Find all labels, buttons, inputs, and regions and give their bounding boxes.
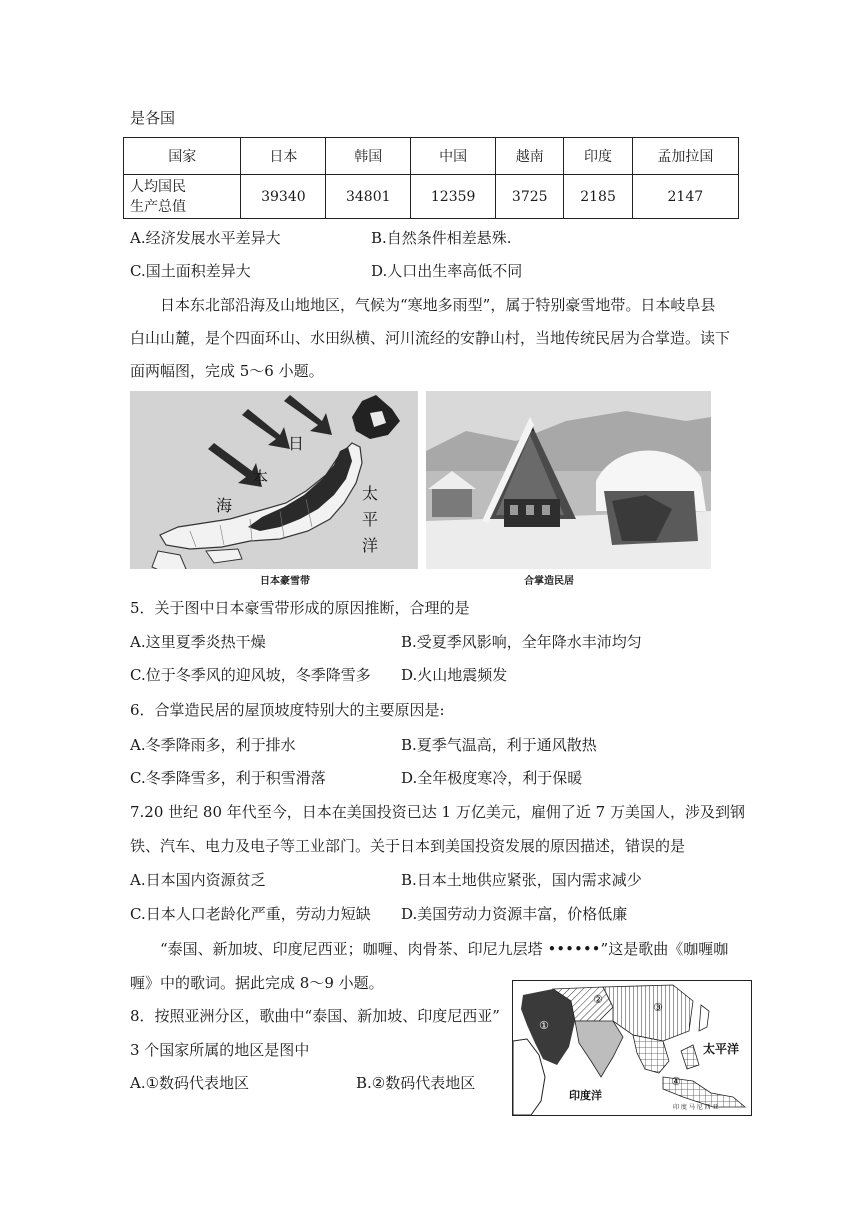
table-header-cell: 国家 — [124, 138, 241, 175]
map-caption: 日本豪雪带 — [260, 576, 310, 587]
asia-map-num1: ① — [539, 1019, 549, 1032]
asia-map-num3: ③ — [653, 1001, 663, 1014]
q6-option-a: A.冬季降雨多，利于排水 — [130, 736, 296, 754]
gassho-photo-illustration — [426, 391, 711, 587]
q7-option-d: D.美国劳动力资源丰富，价格低廉 — [401, 905, 628, 923]
q5-option-c: C.位于冬季风的迎风坡，冬季降雪多 — [130, 666, 371, 684]
asia-map-illustration — [513, 981, 751, 1115]
gnp-table — [123, 137, 739, 219]
table-header-cell: 中国 — [411, 138, 496, 175]
q5-option-d: D.火山地震频发 — [401, 666, 508, 684]
q8-option-b: B.②数码代表地区 — [356, 1074, 476, 1092]
photo-caption: 合掌造民居 — [524, 576, 574, 587]
table-header-cell: 印度 — [564, 138, 632, 175]
row-label-line1: 人均国民 — [130, 178, 186, 195]
q4-option-c: C.国土面积差异大 — [130, 262, 251, 280]
asia-map-indian-label: 印度洋 — [569, 1089, 602, 1102]
passage2-line2: 喱》中的歌词。据此完成 8～9 小题。 — [130, 974, 384, 992]
q6-option-c: C.冬季降雪多，利于积雪滑落 — [130, 769, 326, 787]
q4-option-b: B.自然条件相差悬殊. — [371, 229, 512, 247]
q6-option-b: B.夏季气温高，利于通风散热 — [401, 736, 597, 754]
q6-option-d: D.全年极度寒冷，利于保暖 — [401, 769, 583, 787]
table-cell: 34801 — [326, 175, 411, 219]
q4-option-d: D.人口出生率高低不同 — [371, 262, 523, 280]
gassho-house-photo — [426, 391, 711, 587]
map-label-tai: 太 — [362, 484, 379, 503]
table-header-cell: 韩国 — [326, 138, 411, 175]
q8-line2: 3 个国家所属的地区是图中 — [130, 1041, 310, 1059]
map-label-ping: 平 — [362, 510, 379, 529]
passage1-line3: 面两幅图，完成 5～6 小题。 — [130, 362, 324, 380]
japan-snow-map — [130, 391, 418, 587]
q7-option-c: C.日本人口老龄化严重，劳动力短缺 — [130, 905, 371, 923]
q7-line2: 铁、汽车、电力及电子等工业部门。关于日本到美国投资发展的原因描述，错误的是 — [130, 837, 686, 855]
q5-option-b: B.受夏季风影响，全年降水丰沛均匀 — [401, 633, 642, 651]
table-header-cell: 孟加拉国 — [632, 138, 738, 175]
table-cell: 3725 — [496, 175, 564, 219]
q4-option-a: A.经济发展水平差异大 — [130, 229, 281, 247]
q5-stem: 5．关于图中日本豪雪带形成的原因推断，合理的是 — [130, 599, 470, 617]
asia-map-num2: ② — [593, 993, 603, 1006]
asia-map-pacific-label: 太平洋 — [703, 1042, 740, 1056]
asia-map-small-label: 印 度 马 尼 西 亚 — [673, 1104, 719, 1111]
japan-map-illustration — [130, 391, 418, 587]
q8-option-a: A.①数码代表地区 — [130, 1074, 250, 1092]
q5-option-a: A.这里夏季炎热干燥 — [130, 633, 266, 651]
table-cell: 2147 — [632, 175, 738, 219]
table-cell: 12359 — [411, 175, 496, 219]
table-cell: 39340 — [241, 175, 326, 219]
row-label-line2: 生产总值 — [130, 198, 186, 215]
q7-line1: 7.20 世纪 80 年代至今，日本在美国投资已达 1 万亿美元，雇佣了近 7 万美国人，涉及到钢 — [130, 803, 745, 821]
q8-line1: 8．按照亚洲分区，歌曲中“泰国、新加坡、印度尼西亚” — [130, 1007, 500, 1025]
map-label-hai: 海 — [216, 496, 233, 515]
map-label-ri: 日 — [288, 434, 305, 453]
q7-option-a: A.日本国内资源贫乏 — [130, 871, 266, 889]
table-header-row — [124, 138, 739, 175]
intro-tail-text: 是各国 — [130, 109, 176, 127]
table-row — [124, 175, 739, 219]
table-header-cell: 日本 — [241, 138, 326, 175]
q6-stem: 6．合掌造民居的屋顶坡度特别大的主要原因是: — [130, 701, 445, 719]
passage2-line1: “泰国、新加坡、印度尼西亚；咖喱、肉骨茶、印尼九层塔 ••••••”这是歌曲《咖喱咖 — [160, 940, 729, 958]
q7-option-b: B.日本土地供应紧张，国内需求减少 — [401, 871, 642, 889]
map-label-ben: 本 — [252, 468, 269, 487]
asia-map-num4: ④ — [671, 1075, 681, 1088]
passage1-line2: 白山山麓，是个四面环山、水田纵横、河川流经的安静山村，当地传统民居为合掌造。读下 — [130, 329, 731, 347]
map-label-yang: 洋 — [362, 536, 379, 555]
table-header-cell: 越南 — [496, 138, 564, 175]
table-row-label — [124, 175, 241, 219]
table-cell: 2185 — [564, 175, 632, 219]
passage1-line1: 日本东北部沿海及山地地区，气候为“寒地多雨型”，属于特别豪雪地带。日本岐阜县 — [160, 296, 716, 314]
asia-regions-map — [512, 980, 752, 1116]
